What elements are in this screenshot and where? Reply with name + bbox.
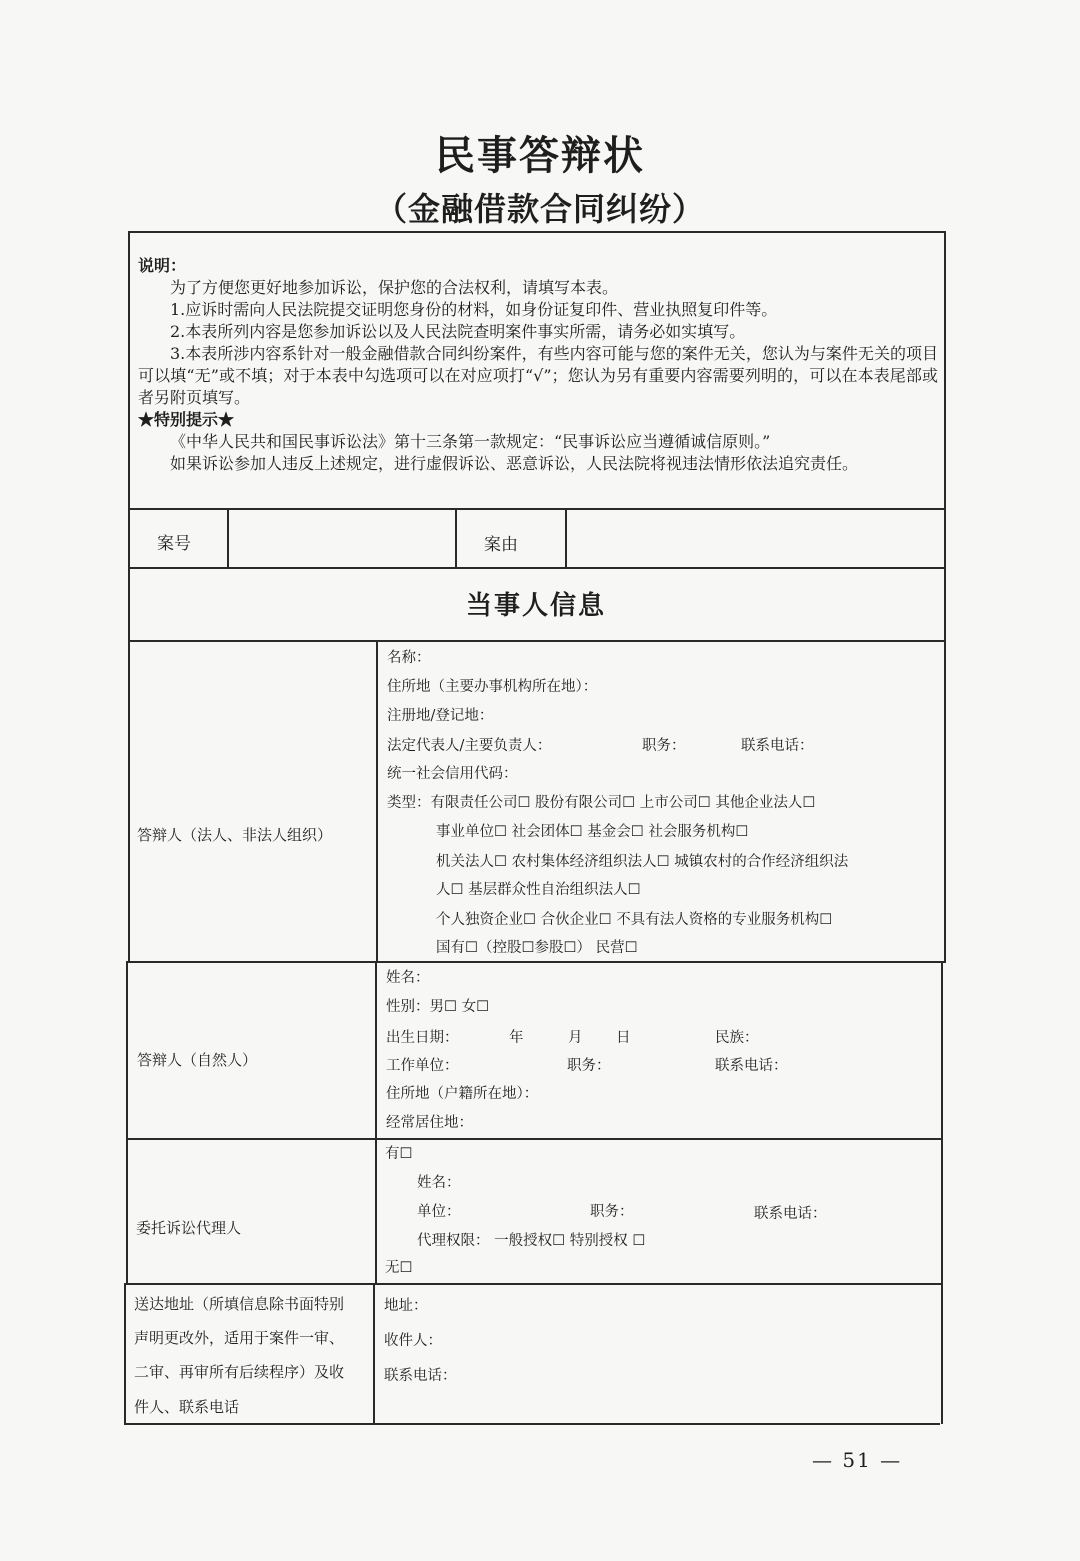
case-number-field[interactable] xyxy=(229,510,454,566)
person-habitual-field[interactable]: 经常居住地： xyxy=(386,1115,473,1131)
org-phone-field[interactable]: 联系电话： xyxy=(741,738,814,754)
org-legal-rep-field[interactable]: 法定代表人/主要负责人： xyxy=(387,738,552,754)
person-position-field[interactable]: 职务： xyxy=(567,1058,611,1074)
notes-item-2: 2.本表所列内容是您参加诉讼以及人民法院查明案件事实所需，请务必如实填写。 xyxy=(170,322,746,341)
notes-item-3: 3.本表所涉内容系针对一般金融借款合同纠纷案件，有些内容可能与您的案件无关，您认为与案件无关的项目可以填“无”或不填；对于本表中勾选项可以在对应项打“√”；您认为另有重要内容需要列明的，可以在本表尾部或者另附页填写。 xyxy=(138,344,938,407)
service-label-line-2: 声明更改外，适用于案件一审、 xyxy=(134,1329,345,1347)
respondent-org-label: 答辩人（法人、非法人组织） xyxy=(137,826,333,844)
page-number: — 51 — xyxy=(812,1448,903,1472)
agent-name-field[interactable]: 姓名： xyxy=(417,1175,461,1191)
service-address-field[interactable]: 地址： xyxy=(384,1298,428,1314)
agent-unit-field[interactable]: 单位： xyxy=(417,1204,461,1220)
agent-phone-field[interactable]: 联系电话： xyxy=(754,1206,827,1222)
person-birth-month: 月 xyxy=(568,1030,583,1046)
org-credit-code-field[interactable]: 统一社会信用代码： xyxy=(387,766,518,782)
instructions-block xyxy=(138,255,938,475)
case-cause-field[interactable] xyxy=(567,510,943,566)
agent-label: 委托诉讼代理人 xyxy=(136,1219,242,1237)
person-birth-day: 日 xyxy=(616,1030,631,1046)
service-label-line-1: 送达地址（所填信息除书面特别 xyxy=(134,1295,345,1313)
special-note-1: 《中华人民共和国民事诉讼法》第十三条第一款规定：“民事诉讼应当遵循诚信原则。” xyxy=(170,432,771,451)
org-type-line-1[interactable]: 类型：有限责任公司☐ 股份有限公司☐ 上市公司☐ 其他企业法人☐ xyxy=(387,795,816,811)
document-title: 民事答辩状 xyxy=(435,132,645,179)
person-phone-field[interactable]: 联系电话： xyxy=(715,1058,788,1074)
agent-has-checkbox[interactable]: 有☐ xyxy=(385,1146,413,1162)
service-phone-field[interactable]: 联系电话： xyxy=(384,1368,457,1384)
notes-heading: 说明： xyxy=(138,256,187,275)
org-type-line-5[interactable]: 个人独资企业☐ 合伙企业☐ 不具有法人资格的专业服务机构☐ xyxy=(436,912,833,928)
service-label-line-3: 二审、再审所有后续程序）及收 xyxy=(134,1363,345,1381)
org-type-line-2[interactable]: 事业单位☐ 社会团体☐ 基金会☐ 社会服务机构☐ xyxy=(436,824,749,840)
org-type-line-6[interactable]: 国有☐（控股☐参股☐） 民营☐ xyxy=(436,940,638,956)
service-label-line-4: 件人、联系电话 xyxy=(134,1398,240,1416)
agent-position-field[interactable]: 职务： xyxy=(590,1204,634,1220)
notes-item-1: 1.应诉时需向人民法院提交证明您身份的材料，如身份证复印件、营业执照复印件等。 xyxy=(170,300,778,319)
document-subtitle: （金融借款合同纠纷） xyxy=(374,190,705,228)
case-cause-label: 案由 xyxy=(484,535,518,555)
special-note-2: 如果诉讼参加人违反上述规定，进行虚假诉讼、恶意诉讼，人民法院将视违法情形依法追究责任。 xyxy=(170,454,859,473)
agent-none-checkbox[interactable]: 无☐ xyxy=(385,1260,413,1276)
respondent-person-label: 答辩人（自然人） xyxy=(137,1051,258,1069)
person-residence-field[interactable]: 住所地（户籍所在地）： xyxy=(386,1086,539,1102)
party-info-title: 当事人信息 xyxy=(465,591,606,621)
org-position-field[interactable]: 职务： xyxy=(642,738,686,754)
person-birth-field[interactable]: 出生日期： xyxy=(386,1030,459,1046)
case-number-label: 案号 xyxy=(157,534,191,554)
org-type-line-3[interactable]: 机关法人☐ 农村集体经济组织法人☐ 城镇农村的合作经济组织法 xyxy=(436,854,849,870)
org-registered-field[interactable]: 注册地/登记地： xyxy=(387,708,494,724)
service-recipient-field[interactable]: 收件人： xyxy=(384,1333,442,1349)
person-work-unit-field[interactable]: 工作单位： xyxy=(386,1058,459,1074)
org-address-field[interactable]: 住所地（主要办事机构所在地）： xyxy=(387,679,598,695)
person-ethnicity-field[interactable]: 民族： xyxy=(715,1030,759,1046)
person-gender-field[interactable]: 性别：男☐ 女☐ xyxy=(386,999,490,1015)
org-name-field[interactable]: 名称： xyxy=(387,650,431,666)
agent-authority-field[interactable]: 代理权限： 一般授权☐ 特别授权 ☐ xyxy=(417,1233,646,1249)
org-type-line-4[interactable]: 人☐ 基层群众性自治组织法人☐ xyxy=(436,882,641,898)
notes-intro: 为了方便您更好地参加诉讼，保护您的合法权利，请填写本表。 xyxy=(170,278,619,297)
special-heading: ★特别提示★ xyxy=(138,410,235,429)
person-birth-year: 年 xyxy=(509,1030,524,1046)
person-name-field[interactable]: 姓名： xyxy=(386,970,430,986)
